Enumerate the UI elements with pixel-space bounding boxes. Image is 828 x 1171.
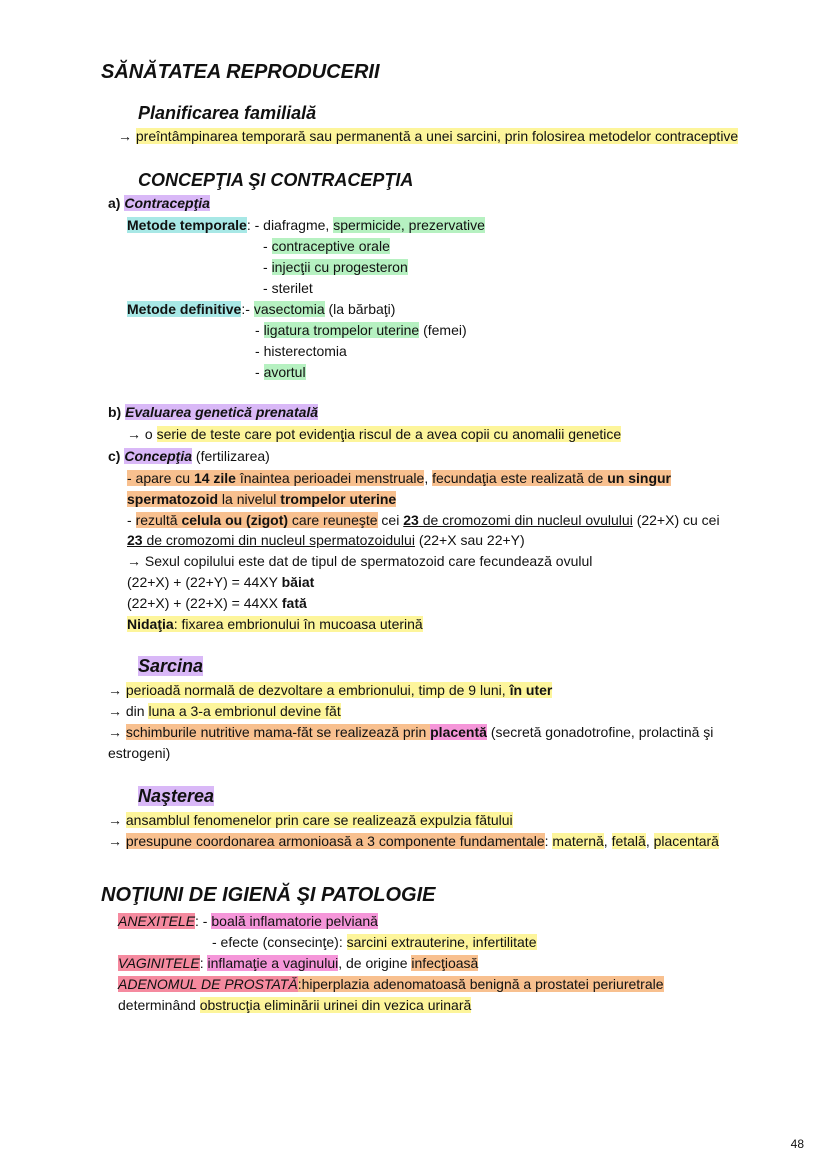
conceptie-line-6: (22+X) + (22+Y) = 44XY băiat bbox=[127, 574, 315, 590]
sarcina-line-2: → din luna a 3-a embrionul devine făt bbox=[108, 703, 341, 719]
section-heading-sarcina: Sarcina bbox=[138, 656, 204, 676]
temp-item-2: - contraceptive orale bbox=[263, 238, 390, 254]
def-item-2: - ligatura trompelor uterine (femei) bbox=[255, 322, 467, 338]
vaginitele-line: VAGINITELE: inflamaţie a vaginului, de origine infecţioasă bbox=[118, 955, 479, 971]
conceptie-line-2: spermatozoid la nivelul trompelor uterine bbox=[127, 491, 397, 507]
nasterea-line-2: → presupune coordonarea armonioasă a 3 componente fundamentale: maternă, fetală, placentară bbox=[108, 833, 719, 849]
page-title: SĂNĂTATEA REPRODUCERII bbox=[101, 61, 380, 83]
temp-item-3: - injecţii cu progesteron bbox=[263, 259, 408, 275]
anexitele-line-2: - efecte (consecinţe): sarcini extrauterine, infertilitate bbox=[212, 934, 537, 950]
item-a-contraceptia: a) Contracepţia bbox=[108, 195, 210, 211]
evaluare-line: → o serie de teste care pot evidenţia riscul de a avea copii cu anomalii genetice bbox=[127, 426, 622, 442]
temp-item-4: - sterilet bbox=[263, 280, 313, 296]
anexitele-line: ANEXITELE: - boală inflamatorie pelviană bbox=[118, 913, 378, 929]
section-heading-planificare: Planificarea familială bbox=[138, 103, 317, 123]
metode-temporale-line: Metode temporale: - diafragme, spermicide, prezervative bbox=[127, 217, 485, 233]
def-item-3: - histerectomia bbox=[255, 343, 347, 359]
sarcina-line-4: estrogeni) bbox=[108, 745, 171, 761]
section-heading-conceptia: CONCEPŢIA ŞI CONTRACEPŢIA bbox=[138, 170, 414, 190]
def-item-4: - avortul bbox=[255, 364, 306, 380]
adenomul-line-2: determinând obstrucţia eliminării urinei din vezica urinară bbox=[118, 997, 472, 1013]
sarcina-line-3: → schimburile nutritive mama-făt se realizează prin placentă (secretă gonadotrofine, prolactină şi bbox=[108, 724, 714, 740]
conceptie-line-4: 23 de cromozomi din nucleul spermatozoidului (22+X sau 22+Y) bbox=[127, 532, 525, 548]
sarcina-line-1: → perioadă normală de dezvoltare a embrionului, timp de 9 luni, în uter bbox=[108, 682, 553, 698]
page-number: 48 bbox=[790, 1137, 804, 1151]
conceptie-line-3: - rezultă celula ou (zigot) care reuneşte cei 23 de cromozomi din nucleul ovulului (22+X) cu cei bbox=[127, 512, 720, 528]
section-heading-nasterea: Naşterea bbox=[138, 786, 215, 806]
conceptie-line-5: → Sexul copilului este dat de tipul de spermatozoid care fecundează ovulul bbox=[127, 553, 593, 569]
section-heading-notiuni: NOŢIUNI DE IGIENĂ ŞI PATOLOGIE bbox=[101, 884, 436, 906]
nasterea-line-1: → ansamblul fenomenelor prin care se realizează expulzia fătului bbox=[108, 812, 513, 828]
planificare-line: → preîntâmpinarea temporară sau permanentă a unei sarcini, prin folosirea metodelor contraceptive bbox=[118, 128, 739, 144]
adenomul-line: ADENOMUL DE PROSTATĂ:hiperplazia adenomatoasă benignă a prostatei periuretrale bbox=[118, 976, 664, 992]
item-b-evaluare: b) Evaluarea genetică prenatală bbox=[108, 404, 319, 420]
conceptie-line-1: - apare cu 14 zile înaintea perioadei menstruale, fecundaţia este realizată de un singur bbox=[127, 470, 671, 486]
item-c-conceptie: c) Concepţia (fertilizarea) bbox=[108, 448, 270, 464]
conceptie-line-8: Nidaţia: fixarea embrionului în mucoasa uterină bbox=[127, 616, 423, 632]
metode-definitive-line: Metode definitive:- vasectomia (la bărbaţi) bbox=[127, 301, 396, 317]
conceptie-line-7: (22+X) + (22+X) = 44XX fată bbox=[127, 595, 307, 611]
